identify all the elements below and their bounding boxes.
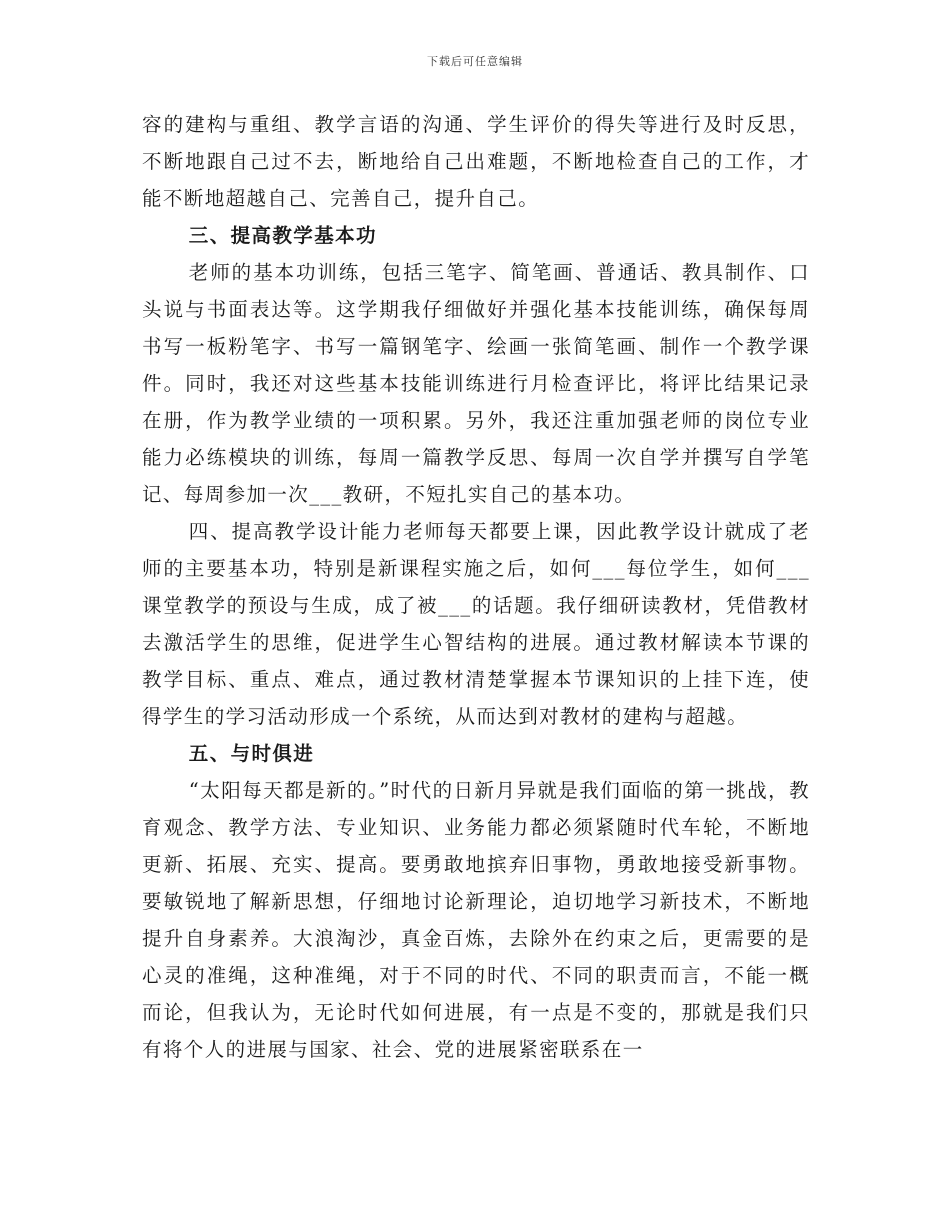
section-heading-5: 五、与时俱进 [188, 742, 315, 765]
document-body [142, 106, 810, 1068]
section-heading-3: 三、提高教学基本功 [188, 224, 377, 247]
paragraph-basic-skills: 老师的基本功训练，包括三笔字、简笔画、普通话、教具制作、口头说与书面表达等。这学期我仔细做好并强化基本技能训练，确保每周书写一板粉笔字、书写一篇钢笔字、绘画一张简笔画、制作一个教学课件。同时，我还对这些基本技能训练进行月检查评比，将评比结果记录在册，作为教学业绩的一项积累。另外，我还注重加强老师的岗位专业能力必练模块的训练，每周一篇教学反思、每周一次自学并撰写自学笔记、每周参加一次___教研，不短扎实自己的基本功。 [142, 261, 810, 506]
paragraph-keep-pace: “太阳每天都是新的。”时代的日新月异就是我们面临的第一挑战，教育观念、教学方法、专业知识、业务能力都必须紧随时代车轮，不断地更新、拓展、充实、提高。要勇敢地摈弃旧事物，勇敢地接受新事物。要敏锐地了解新思想，仔细地讨论新理论，迫切地学习新技术，不断地提升自身素养。大浪淘沙，真金百炼，去除外在约束之后，更需要的是心灵的准绳，这种准绳，对于不同的时代、不同的职责而言，不能一概而论，但我认为，无论时代如何进展，有一点是不变的，那就是我们只有将个人的进展与国家、社会、党的进展紧密联系在一 [142, 779, 810, 1061]
page-header: 下载后可任意编辑 [427, 55, 523, 68]
paragraph-teaching-design: 四、提高教学设计能力老师每天都要上课，因此教学设计就成了老师的主要基本功，特别是新课程实施之后，如何___每位学生，如何___课堂教学的预设与生成，成了被___的话题。我仔细研读教材，凭借教材去激活学生的思维，促进学生心智结构的进展。通过教材解读本节课的教学目标、重点、难点，通过教材清楚掌握本节课知识的上挂下连，使得学生的学习活动形成一个系统，从而达到对教材的建构与超越。 [142, 520, 810, 728]
paragraph-continuation: 容的建构与重组、教学言语的沟通、学生评价的得失等进行及时反思，不断地跟自己过不去，断地给自己出难题，不断地检查自己的工作，才能不断地超越自己、完善自己，提升自己。 [142, 113, 810, 210]
